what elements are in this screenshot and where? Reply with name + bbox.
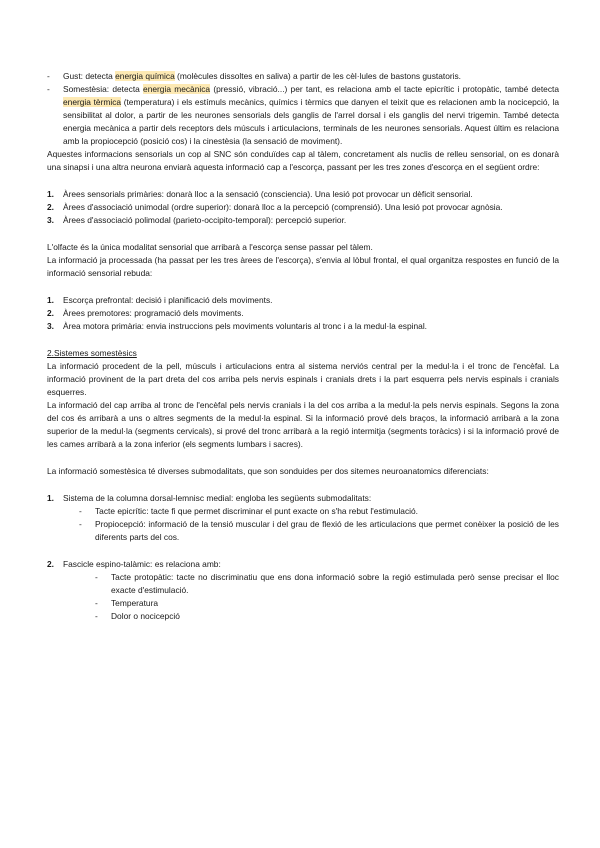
paragraph-frontal: La informació ja processada (ha passat per les tres àrees de l'escorça), s'envia al lòbul frontal, el qual organitza respostes en funció de la informació sensorial rebuda: (47, 255, 559, 278)
sub-list-item: - Tacte epicrític: tacte fi que permet discriminar el punt exacte on s'ha rebut l'estimulació. (79, 506, 418, 516)
list-item: 3. Àrees d'associació polimodal (parieto-occipito-temporal): percepció superior. (47, 215, 347, 225)
document-body (47, 70, 559, 623)
list-item: 2. Àrees premotores: programació dels moviments. (47, 308, 244, 318)
bullet-dash: - (47, 84, 50, 94)
section-heading: 2.Sistemes somestèsics (47, 348, 137, 358)
paragraph-thalamus: Aquestes informacions sensorials un cop al SNC són conduïdes cap al tàlem, concretament als nuclis de relleu sensorial, on es donarà una sinapsi i una altra neurona enviarà aquesta informació cap a l'escorça, passant per les tres zones d'escorça en el següent ordre: (47, 149, 559, 172)
highlight: energia tèrmica (63, 97, 122, 107)
list-item: 1. Àrees sensorials primàries: donarà lloc a la sensació (consciencia). Una lesió pot provocar un dèficit sensorial. (47, 189, 473, 199)
highlight: energia mecànica (143, 84, 211, 94)
list-item: 3. Àrea motora primària: envia instruccions pels moviments voluntaris al tronc i a la medul·la espinal. (47, 321, 428, 331)
list-item-system-1: 1. Sistema de la columna dorsal-lemnisc medial: engloba les següents submodalitats: (47, 493, 372, 503)
paragraph-olfacte: L'olfacte és la única modalitat sensorial que arribarà a l'escorça sense passar pel tàlem. (47, 242, 373, 252)
paragraph-cap: La informació del cap arriba al tronc de l'encèfal pels nervis cranials i la del cos arriba a la medul·la pels nervis espinals. Segons la zona del cos és arribarà a uns o altres segments de la medul·la espinal. Si la informació prové dels braços, la informació arribarà a la zona superior de la medul·la (segments cervicals), si prové del tronc arribarà a la regió intermitja (segments toràcics) i si la informació prové de les cames arribarà a la zona inferior (els segments lumbars i sacres). (47, 400, 559, 449)
bullet-gust: - Gust: detecta energia química (molècules dissoltes en saliva) a partir de les cèl·lules de bastons gustatoris. (47, 71, 462, 81)
sub-list-item: - Temperatura (95, 598, 159, 608)
highlight: energia química (115, 71, 175, 81)
list-item: 1. Escorça prefrontal: decisió i planificació dels moviments. (47, 295, 273, 305)
paragraph-pell: La informació procedent de la pell, músculs i articulacions entra al sistema nerviós central per la medul·la i el tronc de l'encèfal. La informació provinent de la part dreta del cos arriba pels nervis espinals i cranials drets i la part esquerra pels nervis espinals i cranials esquerres. (47, 361, 559, 397)
bullet-somestesia: - Somestèsia: detecta energia mecànica (pressió, vibració...) per tant, es relaciona amb el tacte epicrític i protopàtic, també detecta energia tèrmica (temperatura) i els estímuls mecànics, químics i tèrmics que danyen el teixit que es relacionen amb la nocicepció, la sensibilitat al dolor, a partir de les neurones sensorials dels ganglis de l'arrel dorsal i els ganglis del nervi trigemin. També detecta energia mecànica a partir dels receptors dels músculs i articulacions, terminals de les neurones sensorials. Aquest últim es relaciona amb la propiocepció (posició cos) i la cinestèsia (la sensació de moviment). (47, 84, 559, 146)
sub-list-item: - Dolor o nocicepció (95, 611, 180, 621)
list-item: 2. Àrees d'associació unimodal (ordre superior): donarà lloc a la percepció (comprensió). Una lesió pot provocar agnòsia. (47, 202, 503, 212)
sub-list-item: - Tacte protopàtic: tacte no discriminatiu que ens dona informació sobre la regió estimulada però sense precisar el lloc exacte d'estimulació. (95, 572, 559, 595)
bullet-dash: - (47, 71, 50, 81)
paragraph-submodalitats: La informació somestèsica té diverses submodalitats, que son sonduides per dos sitemes neuroanatomics diferenciats: (47, 466, 489, 476)
sub-list-item: - Propiocepció: informació de la tensió muscular i del grau de flexió de les articulacions que permet conèixer la posició de les diferents parts del cos. (79, 519, 559, 542)
list-item-system-2: 2. Fascicle espino-talàmic: es relaciona amb: (47, 559, 221, 569)
